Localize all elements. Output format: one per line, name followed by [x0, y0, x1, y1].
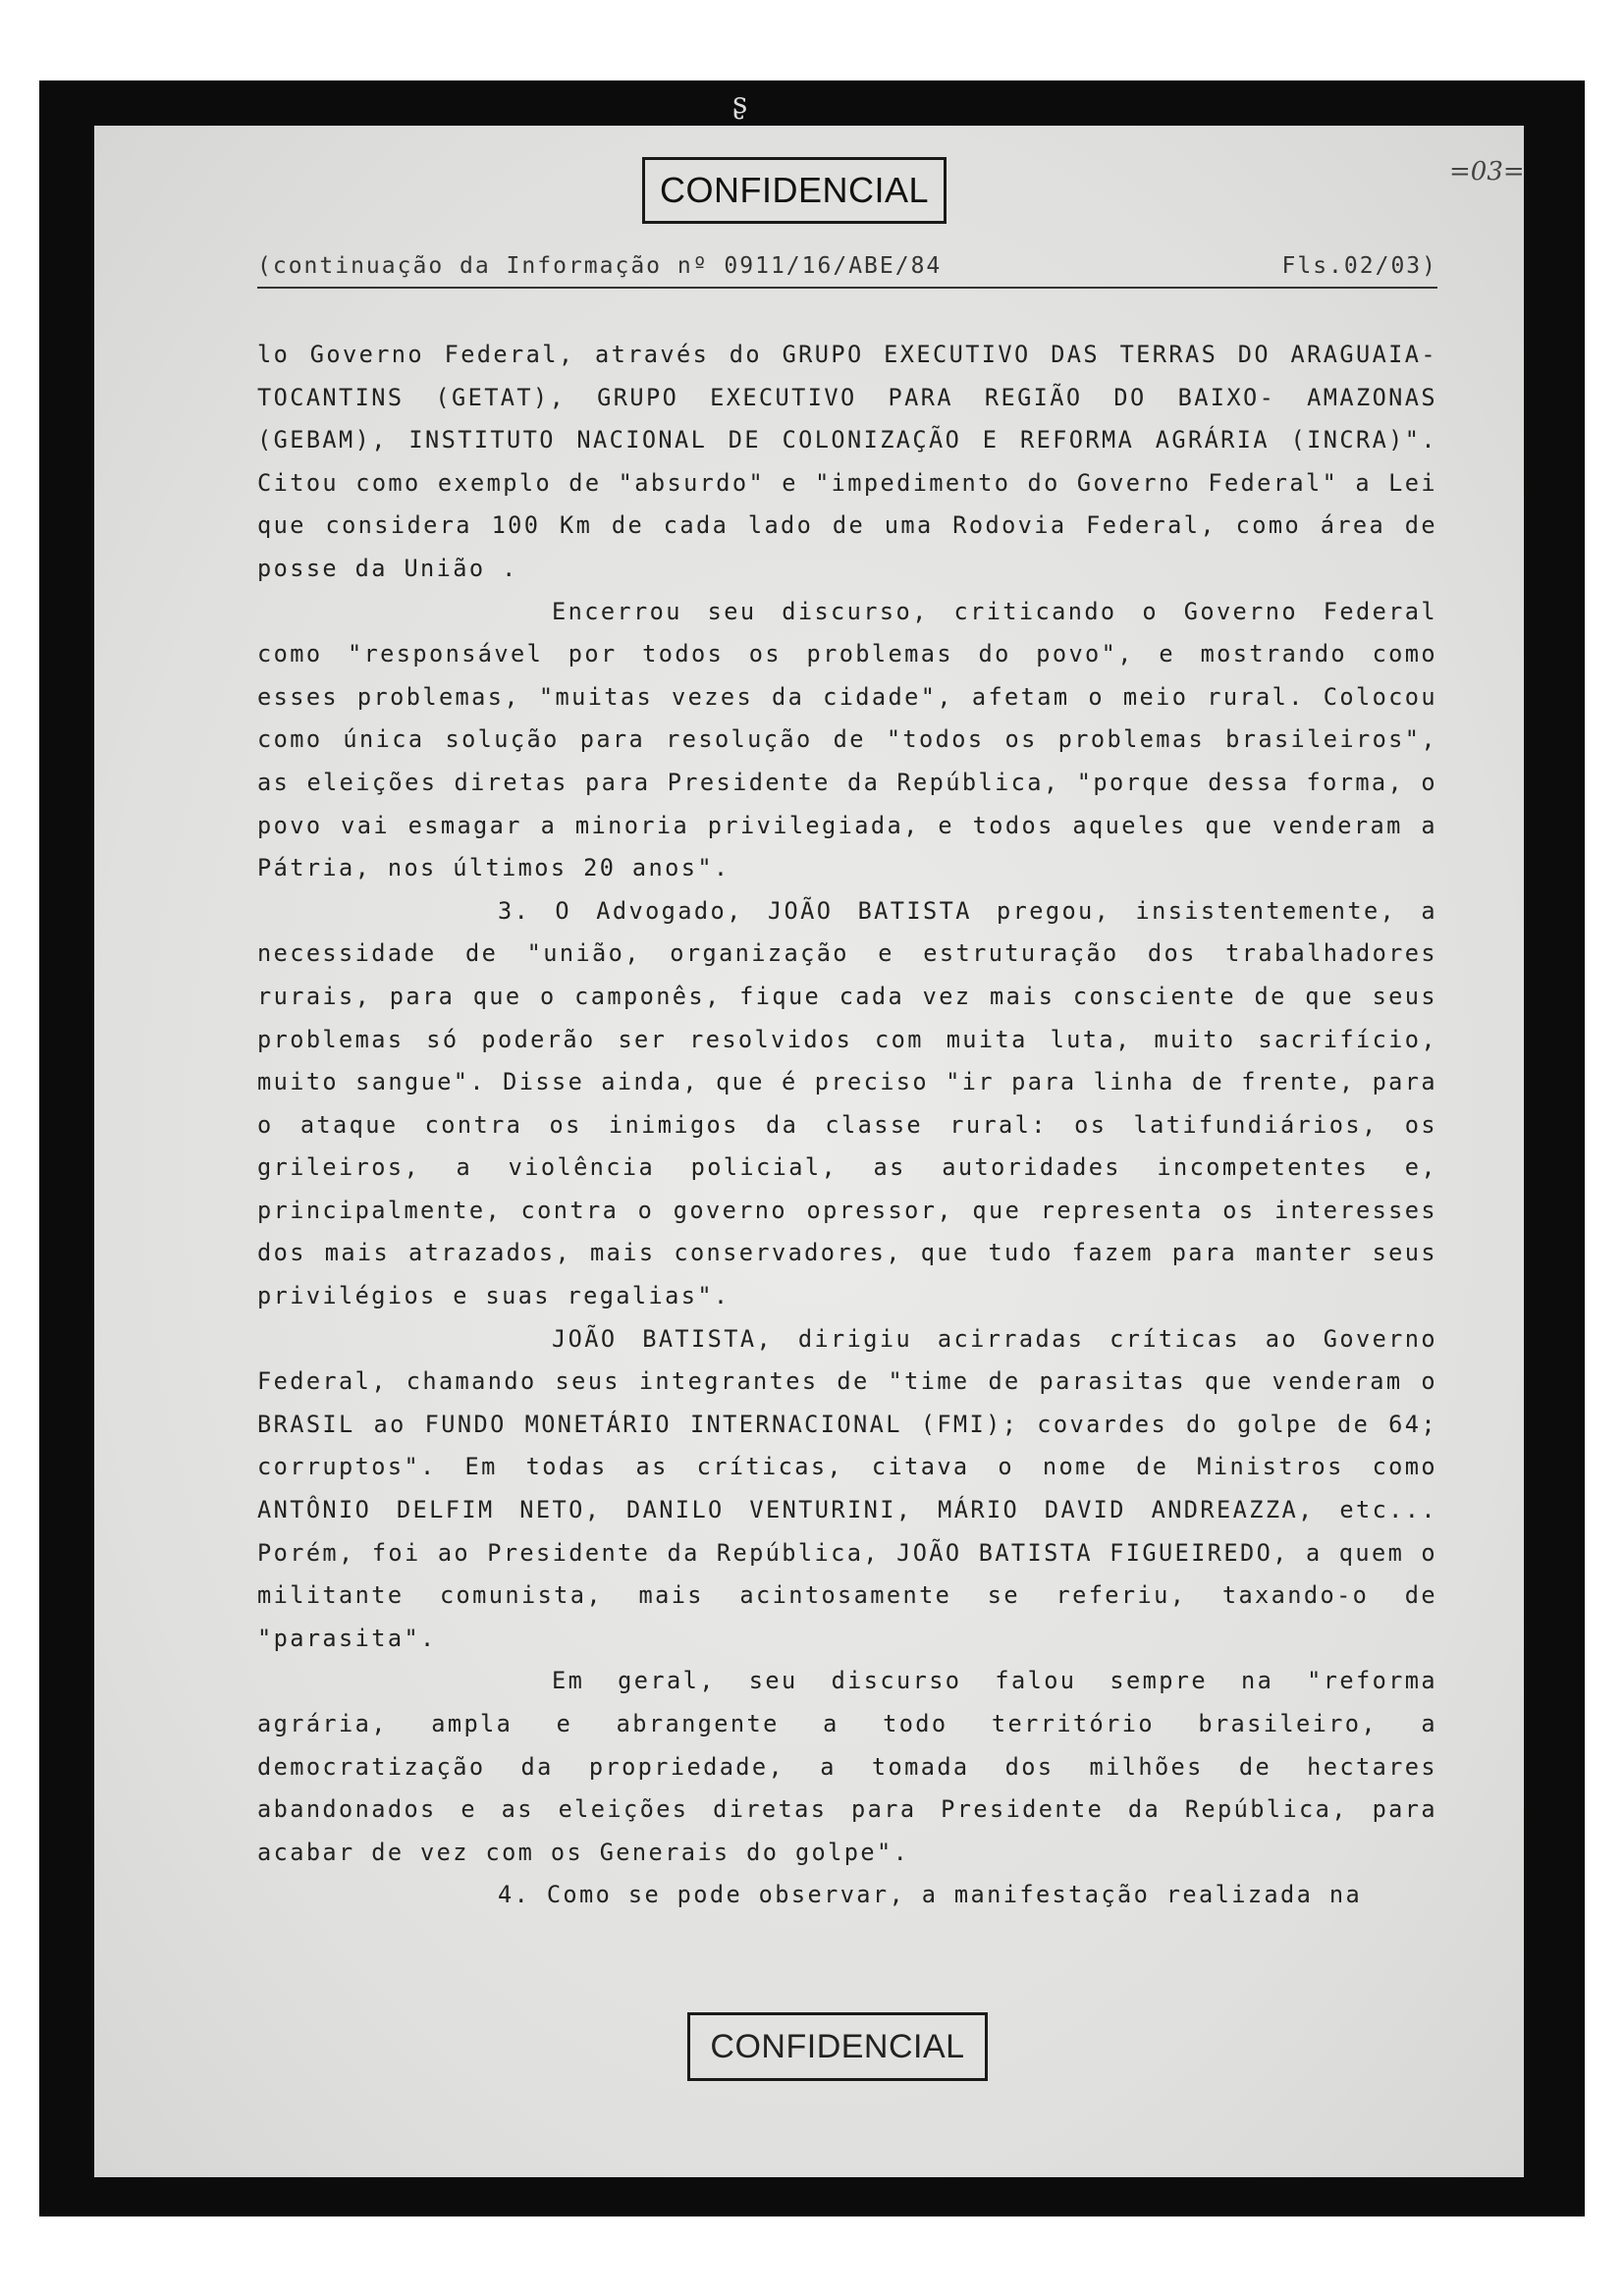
header-reference: (continuação da Informação nº 0911/16/ABE/84 — [257, 253, 943, 279]
document-body — [257, 334, 1437, 1917]
confidential-stamp-bottom: CONFIDENCIAL — [687, 2012, 988, 2081]
page-corner-mark: =03= — [1449, 157, 1525, 187]
continuation-header — [257, 253, 1437, 289]
paragraph-2: Encerrou seu discurso, criticando o Governo Federal como "responsável por todos os problemas do povo", e mostrando como esses problemas, "muitas vezes da cidade", afetam o meio rural. Colocou como única solução para resolução de "todos os problemas brasileiros", as eleições diretas para Presidente da República, "porque dessa forma, o povo vai esmagar a minoria privilegiada, e todos aqueles que venderam a Pátria, nos últimos 20 anos". — [257, 597, 1437, 882]
header-page-number: Fls.02/03) — [1281, 253, 1437, 279]
paragraph-5: Em geral, seu discurso falou sempre na "reforma agrária, ampla e abrangente a todo território brasileiro, a democratização da propriedade, a tomada dos milhões de hectares abandonados e as eleições diretas para Presidente da República, para acabar de vez com os Generais do golpe". — [257, 1667, 1437, 1866]
paragraph-1: lo Governo Federal, através do GRUPO EXECUTIVO DAS TERRAS DO ARAGUAIA-TOCANTINS (GETAT), GRUPO EXECUTIVO PARA REGIÃO DO BAIXO- AMAZONAS (GEBAM), INSTITUTO NACIONAL DE COLONIZAÇÃO E REFORMA AGRÁRIA (INCRA)". Citou como exemplo de "absurdo" e "impedimento do Governo Federal" a Lei que considera 100 Km de cada lado de uma Rodovia Federal, como área de posse da União . — [257, 341, 1437, 582]
paragraph-3: 3. O Advogado, JOÃO BATISTA pregou, insistentemente, a necessidade de "união, organização e estruturação dos trabalhadores rurais, para que o camponês, fique cada vez mais consciente de que seus problemas só poderão ser resolvidos com muita luta, muito sacrifício, muito sangue". Disse ainda, que é preciso "ir para linha de frente, para o ataque contra os inimigos da classe rural: os latifundiários, os grileiros, a violência policial, as autoridades incompetentes e, principalmente, contra o governo opressor, que representa os interesses dos mais atrazados, mais conservadores, que tudo fazem para manter seus privilégios e suas regalias". — [257, 896, 1437, 1310]
paragraph-4: JOÃO BATISTA, dirigiu acirradas críticas ao Governo Federal, chamando seus integrantes de "time de parasitas que venderam o BRASIL ao FUNDO MONETÁRIO INTERNACIONAL (FMI); covardes do golpe de 64; corruptos". Em todas as críticas, citava o nome de Ministros como ANTÔNIO DELFIM NETO, DANILO VENTURINI, MÁRIO DAVID ANDREAZZA, etc... Porém, foi ao Presidente da República, JOÃO BATISTA FIGUEIREDO, a quem o militante comunista, mais acintosamente se referiu, taxando-o de "parasita". — [257, 1324, 1437, 1652]
top-ink-mark: ʂ — [732, 86, 748, 121]
confidential-stamp-top: CONFIDENCIAL — [642, 157, 947, 224]
paragraph-6: 4. Como se pode observar, a manifestação realizada na — [498, 1881, 1363, 1909]
